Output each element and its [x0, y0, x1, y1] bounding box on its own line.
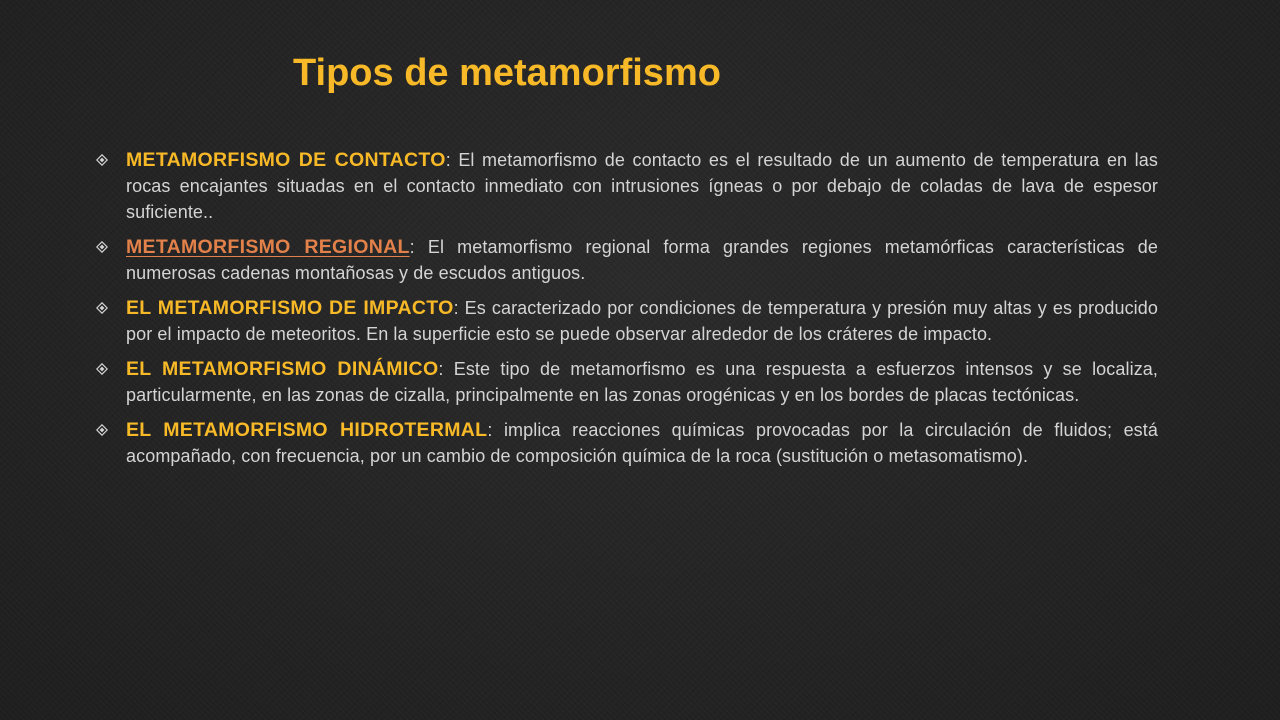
item-term: EL METAMORFISMO DINÁMICO [126, 358, 439, 380]
diamond-bullet-icon [96, 295, 110, 321]
diamond-bullet-icon [96, 234, 110, 260]
item-separator: : [409, 237, 415, 257]
item-term: EL METAMORFISMO HIDROTERMAL [126, 419, 488, 441]
item-text: El metamorfismo de contacto es el resultado de un aumento de temperatura en las rocas encajantes situadas en el contacto inmediato con intrusiones ígneas o por debajo de coladas de lava de espesor suficiente.. [126, 150, 1158, 222]
list-item-regional-metamorphism [94, 234, 1158, 286]
item-text: Este tipo de metamorfismo es una respuesta a esfuerzos intensos y se localiza, particularmente, en las zonas de cizalla, principalmente en las zonas orogénicas y en los bordes de placas tectónicas. [126, 359, 1159, 405]
item-term: EL METAMORFISMO DE IMPACTO [126, 297, 454, 319]
regional-metamorphism-link[interactable]: METAMORFISMO REGIONAL [126, 236, 410, 258]
list-item-impact-metamorphism [94, 295, 1158, 347]
item-text: El metamorfismo regional forma grandes regiones metamórficas características de numerosas cadenas montañosas y de escudos antiguos. [126, 237, 1158, 283]
slide-title: Tipos de metamorfismo [293, 52, 721, 94]
item-text: Es caracterizado por condiciones de temperatura y presión muy altas y es producido por el impacto de meteoritos. En la superficie esto se puede observar alrededor de los cráteres de impacto. [126, 298, 1159, 344]
bullet-list [94, 147, 1158, 478]
list-item-contact-metamorphism [94, 147, 1158, 225]
diamond-bullet-icon [96, 417, 110, 443]
item-separator: : [453, 298, 459, 318]
item-separator: : [438, 359, 444, 379]
diamond-bullet-icon [96, 356, 110, 382]
diamond-bullet-icon [96, 147, 110, 173]
list-item-dynamic-metamorphism [94, 356, 1158, 408]
item-separator: : [487, 420, 493, 440]
list-item-hydrothermal-metamorphism [94, 417, 1158, 469]
item-term: METAMORFISMO DE CONTACTO [126, 149, 446, 171]
item-text: implica reacciones químicas provocadas por la circulación de fluidos; está acompañado, con frecuencia, por un cambio de composición química de la roca (sustitución o metasomatismo). [126, 420, 1158, 466]
item-separator: : [445, 150, 451, 170]
